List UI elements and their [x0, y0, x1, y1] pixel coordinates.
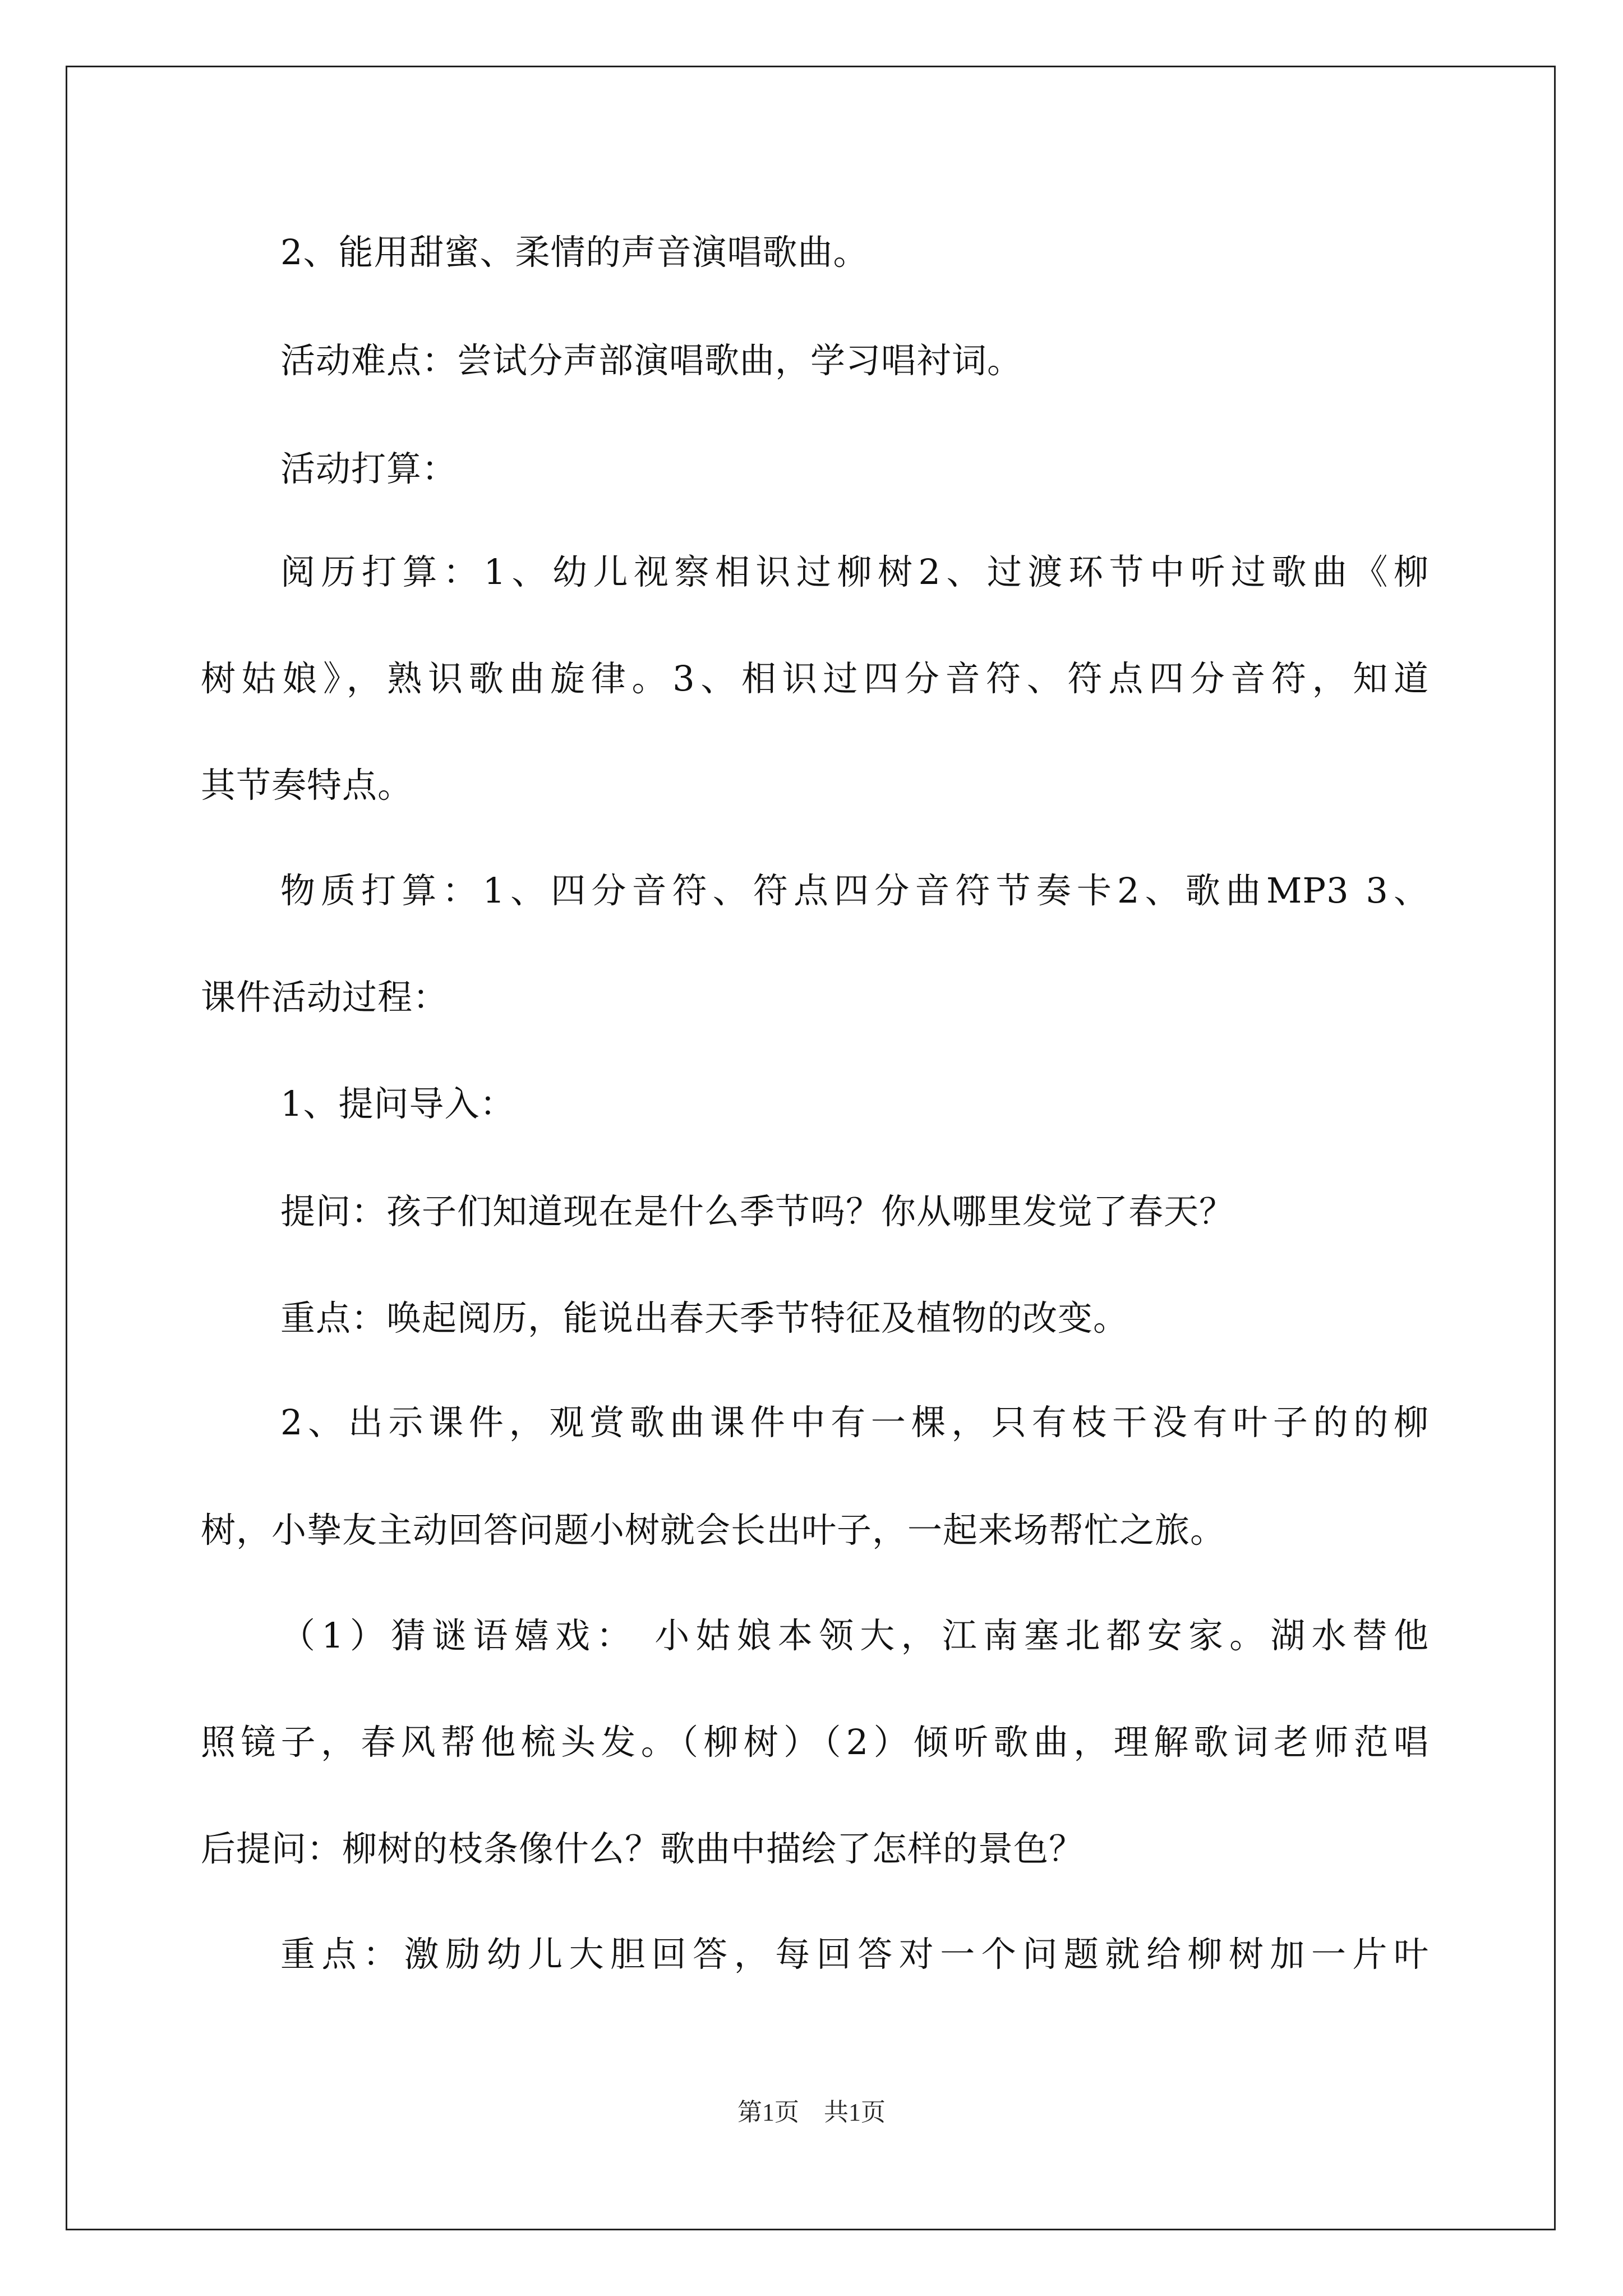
paragraph-line: 物质打算：1、四分音符、符点四分音符节奏卡2、歌曲MP3 3、 [280, 870, 1429, 911]
page-number: 第1页 共1页 [737, 2099, 886, 2126]
paragraph-line: 其节奏特点。 [201, 765, 413, 806]
paragraph-line: 重点：激励幼儿大胆回答，每回答对一个问题就给柳树加一片叶 [280, 1934, 1429, 1975]
paragraph-line: 2、出示课件，观赏歌曲课件中有一棵，只有枝干没有叶子的的柳 [280, 1402, 1429, 1443]
paragraph-line: 树，小挚友主动回答问题小树就会长出叶子，一起来场帮忙之旅。 [201, 1510, 1226, 1550]
paragraph-line: 活动打算： [280, 448, 458, 489]
paragraph-line: 照镜子，春风帮他梳头发。（柳树）（2）倾听歌曲，理解歌词老师范唱 [201, 1722, 1429, 1763]
paragraph-line: （1）猜谜语嬉戏： 小姑娘本领大，江南塞北都安家。湖水替他 [280, 1615, 1429, 1656]
paragraph-line: 2、能用甜蜜、柔情的声音演唱歌曲。 [280, 232, 869, 273]
paragraph-line: 1、提问导入： [280, 1083, 515, 1124]
paragraph-line: 课件活动过程： [201, 977, 449, 1018]
paragraph-line: 后提问：柳树的枝条像什么？歌曲中描绘了怎样的景色？ [201, 1828, 1085, 1869]
paragraph-line: 树姑娘》，熟识歌曲旋律。3、相识过四分音符、符点四分音符，知道 [201, 658, 1429, 699]
paragraph-line: 活动难点：尝试分声部演唱歌曲，学习唱衬词。 [280, 340, 1023, 381]
paragraph-line: 阅历打算：1、幼儿视察相识过柳树2、过渡环节中听过歌曲《柳 [280, 551, 1429, 592]
page-border [66, 66, 1556, 2230]
paragraph-line: 提问：孩子们知道现在是什么季节吗？你从哪里发觉了春天？ [280, 1191, 1235, 1232]
paragraph-line: 重点：唤起阅历，能说出春天季节特征及植物的改变。 [280, 1297, 1129, 1338]
